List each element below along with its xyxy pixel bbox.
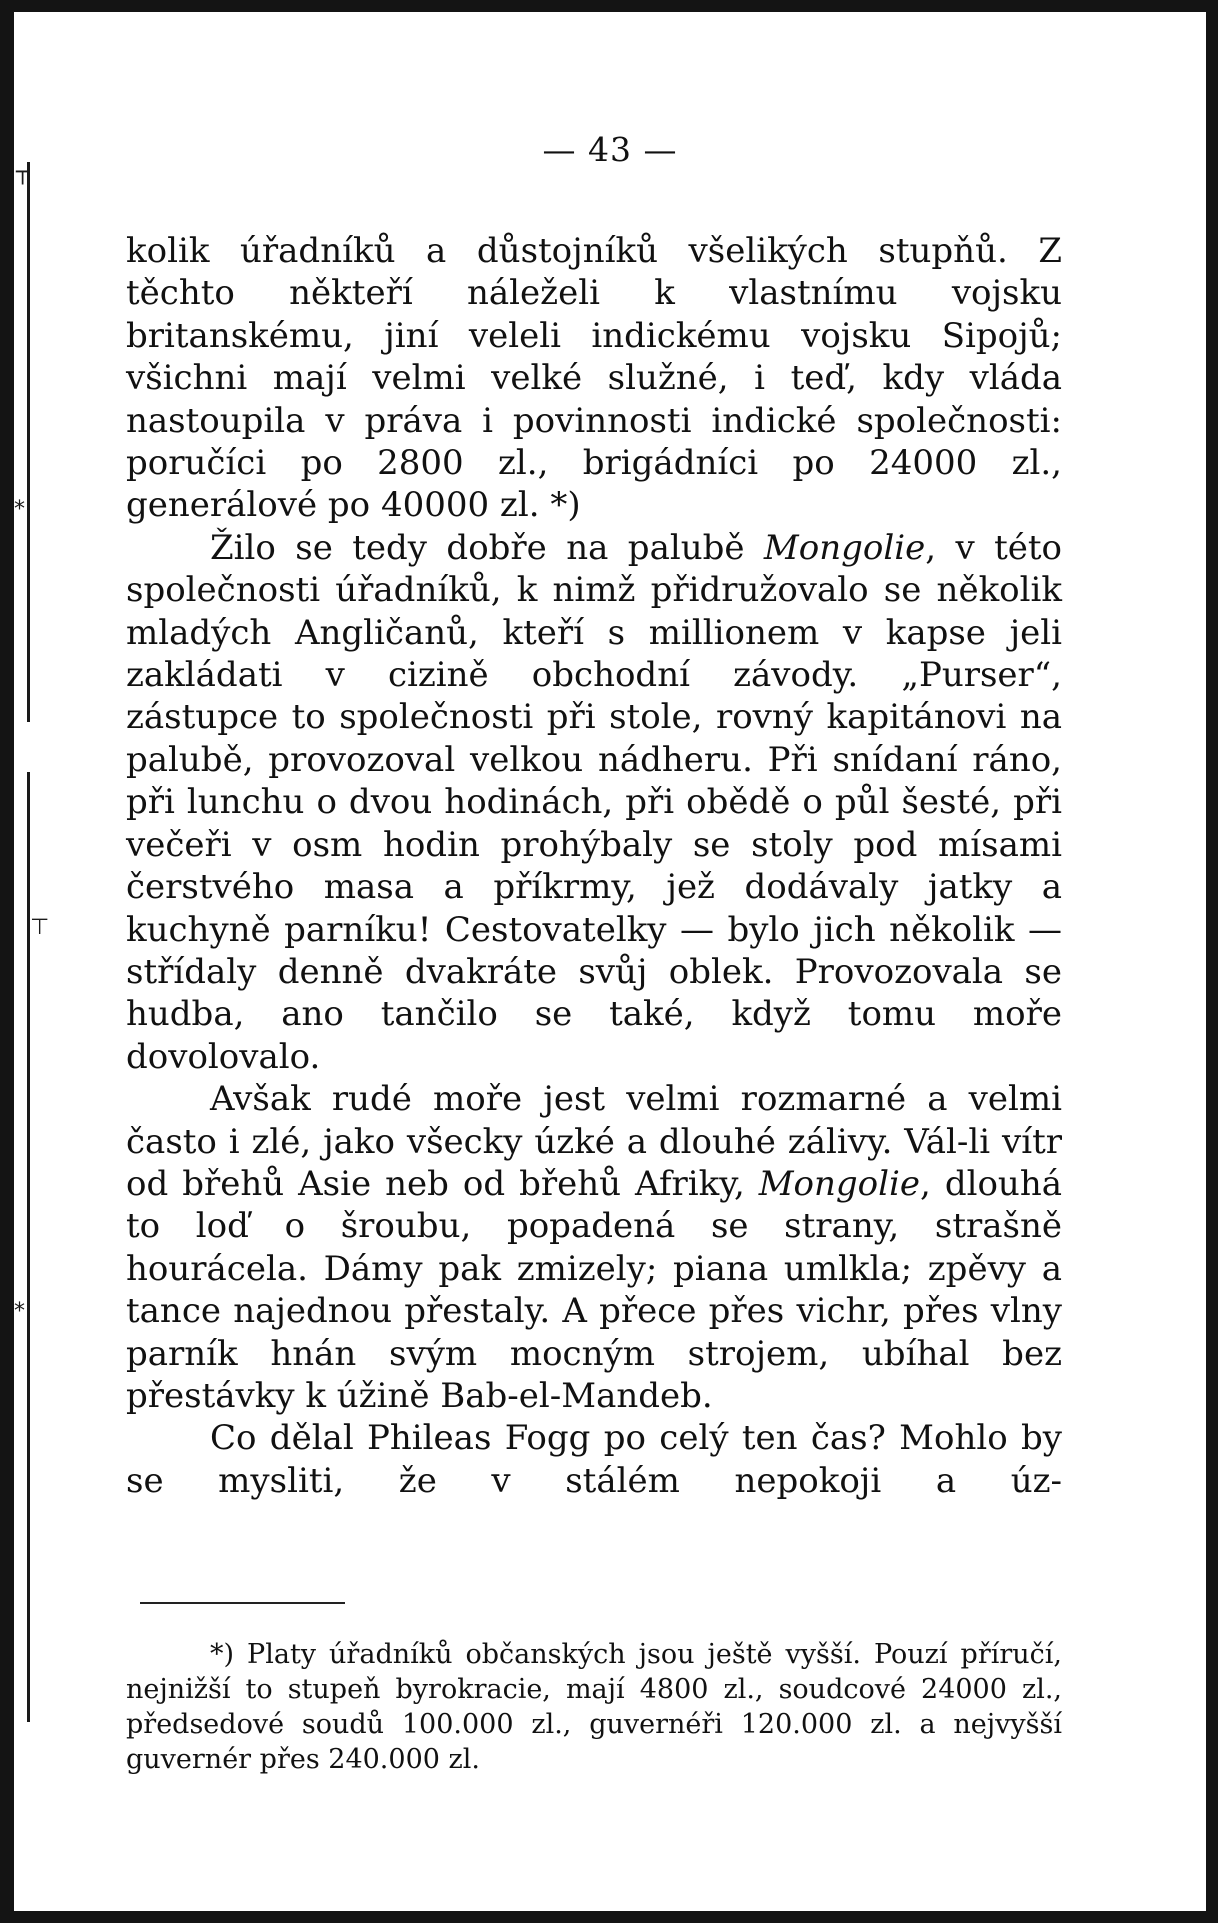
- paragraph-2-rest: , v této společnosti úřadníků, k nimž přidružovalo se několik mladých Angličanů, kteří s millionem v kapse jeli zakládati v cizině obchodní závody. „Purser“, zástupce to společnosti při stole, rovný kapitánovi na palubě, provozoval velkou nádheru. Při snídaní ráno, při lunchu o dvou hodinách, při obědě o půl šesté, při večeři v osm hodin prohýbaly se stoly pod mísami čerstvého masa a příkrmy, jež dodávaly jatky a kuchyně parníku! Cestovatelky — bylo jich několik — střídaly denně dvakráte svůj oblek. Provozovala se hudba, ano tančilo se také, když tomu moře dovolovalo.: [126, 527, 1062, 1077]
- paragraph-3-start: Avšak rudé moře jest velmi rozmarné a velmi často i zlé, jako všecky úzké a dlouhé zálivy. Vál-li vítr od břehů Asie neb od břehů Afriky,: [126, 1079, 1062, 1204]
- footnote-text: Platy úřadníků občanských jsou ještě vyšší. Pouzí příručí, nejnižší to stupeň byrokracie, mají 4800 zl., soudcové 24000 zl., předsedové soudů 100.000 zl., guvernéři 120.000 zl. a nejvyšší guvernér přes 240.000 zl.: [126, 1639, 1062, 1775]
- footnote-marker: *): [210, 1639, 235, 1670]
- footnote: [126, 1637, 1062, 1777]
- margin-mark-icon: ⁎: [14, 1292, 25, 1317]
- margin-mark-icon: ⊤: [30, 915, 50, 940]
- ship-name: Mongolie: [763, 527, 926, 568]
- paragraph-3: [126, 1078, 1062, 1417]
- binding-edge-line: [27, 162, 30, 722]
- paragraph-2-start: Žilo se tedy dobře na palubě: [210, 527, 764, 568]
- paragraph-3-rest: , dlouhá to loď o šroubu, popadená se strany, strašně hourácela. Dámy pak zmizely; piana umlkla; zpěvy a tance najednou přestaly. A přece přes vichr, přes vlny parník hnán svým mocným strojem, ubíhal bez přestávky k úžině Bab-el-Mandeb.: [126, 1163, 1062, 1416]
- footnote-separator: [140, 1602, 345, 1604]
- paragraph-2: [126, 527, 1062, 1078]
- book-page: [14, 12, 1206, 1911]
- ship-name: Mongolie: [758, 1163, 921, 1204]
- page-number: — 43 —: [542, 130, 678, 169]
- footnote-paragraph: [126, 1637, 1062, 1777]
- margin-mark-icon: ┬: [16, 160, 30, 185]
- paragraph-4: Co dělal Phileas Fogg po celý ten čas? Mohlo by se mysliti, že v stálém nepokoji a úz-: [126, 1418, 1062, 1501]
- paragraph-1: kolik úřadníků a důstojníků všelikých stupňů. Z těchto někteří náleželi k vlastnímu vojsku britanskému, jiní veleli indickému vojsku Sipojů; všichni mají velmi velké služné, i teď, kdy vláda nastoupila v práva i povinnosti indické společnosti: poručíci po 2800 zl., brigádníci po 24000 zl., generálové po 40000 zl. *): [126, 231, 1062, 526]
- margin-mark-icon: ⁎: [14, 490, 25, 515]
- main-text: [126, 230, 1062, 1502]
